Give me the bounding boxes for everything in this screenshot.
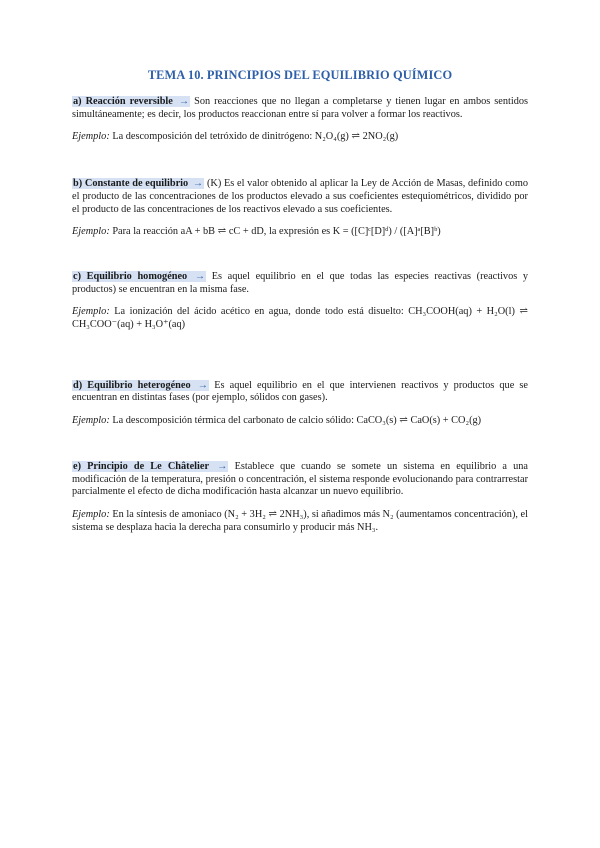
- arrow-icon: →: [189, 178, 204, 189]
- section-equilibrio-homogeneo: [72, 271, 528, 332]
- section-example: [72, 415, 528, 428]
- section-equilibrio-heterogeneo: [72, 380, 528, 428]
- section-reaccion-reversible: [72, 96, 528, 144]
- example-text: La ionización del ácido acético en agua, donde todo está disuelto: CH₃COOH(aq) + H₂O(l) ⇌ CH₃COO⁻(aq) + H₃O⁺(aq): [72, 306, 528, 331]
- section-body: Establece que cuando se somete un sistema en equilibrio a una modificación de la temperatura, presión o concentración, el sistema responde evolucionando para contrarrestar parcialmente el efecto de dicha modificación hasta alcanzar un nuevo equilibrio.: [72, 460, 528, 498]
- section-heading: d) Equilibrio heterogéneo: [73, 379, 191, 391]
- section-definition: [72, 380, 528, 405]
- section-example: [72, 306, 528, 331]
- section-definition: [72, 178, 528, 216]
- section-body: Es aquel equilibrio en el que intervienen reactivos y productos que se encuentran en distintas fases (por ejemplo, sólidos con gases).: [72, 379, 528, 404]
- section-body: Es aquel equilibrio en el que todas las especies reactivas (reactivos y productos) se encuentran en la misma fase.: [72, 270, 528, 295]
- section-definition: [72, 461, 528, 499]
- example-text: La descomposición del tetróxido de dinitrógeno: N₂O₄(g) ⇌ 2NO₂(g): [109, 131, 399, 143]
- document-page: [72, 68, 528, 534]
- arrow-icon: →: [174, 96, 190, 107]
- section-body: (K) Es el valor obtenido al aplicar la Ley de Acción de Masas, definido como el producto de las concentraciones de los productos elevado a sus coeficientes estequiométricos, dividido por el producto de las concentraciones de los reactivos elevado a sus coeficientes.: [72, 178, 528, 215]
- example-text: En la síntesis de amoniaco (N₂ + 3H₂ ⇌ 2NH₃), si añadimos más N₂ (aumentamos concentración), el sistema se desplaza hacia la derecha para consumirlo y producir más NH₃.: [72, 508, 528, 533]
- example-label: Ejemplo:: [72, 306, 110, 318]
- page-title: TEMA 10. PRINCIPIOS DEL EQUILIBRIO QUÍMICO: [147, 68, 453, 82]
- example-label: Ejemplo:: [72, 415, 110, 427]
- example-text: Para la reacción aA + bB ⇌ cC + dD, la expresión es K = ([C]ᶜ[D]ᵈ) / ([A]ᵃ[B]ᵇ): [109, 226, 441, 238]
- arrow-icon: →: [192, 380, 209, 391]
- example-label: Ejemplo:: [72, 226, 110, 238]
- section-heading: c) Equilibrio homogéneo: [73, 270, 188, 282]
- section-definition: [72, 271, 528, 296]
- example-label: Ejemplo:: [72, 131, 110, 143]
- section-heading: e) Principio de Le Châtelier: [73, 460, 210, 472]
- arrow-icon: →: [210, 461, 228, 472]
- arrow-icon: →: [188, 271, 206, 282]
- section-body: Son reacciones que no llegan a completarse y tienen lugar en ambos sentidos simultáneamente; es decir, los productos reaccionan entre sí para volver a formar los reactivos.: [72, 96, 529, 120]
- section-definition: [72, 96, 528, 121]
- section-le-chatelier: [72, 461, 528, 535]
- example-text: La descomposición térmica del carbonato de calcio sólido: CaCO₃(s) ⇌ CaO(s) + CO₂(g): [109, 415, 482, 427]
- section-example: [72, 509, 528, 534]
- section-constante-equilibrio: [72, 178, 528, 239]
- section-heading: b) Constante de equilibrio: [73, 178, 189, 190]
- section-example: [72, 226, 528, 239]
- section-example: [72, 131, 528, 144]
- section-heading: a) Reacción reversible: [73, 96, 173, 107]
- example-label: Ejemplo:: [72, 508, 110, 520]
